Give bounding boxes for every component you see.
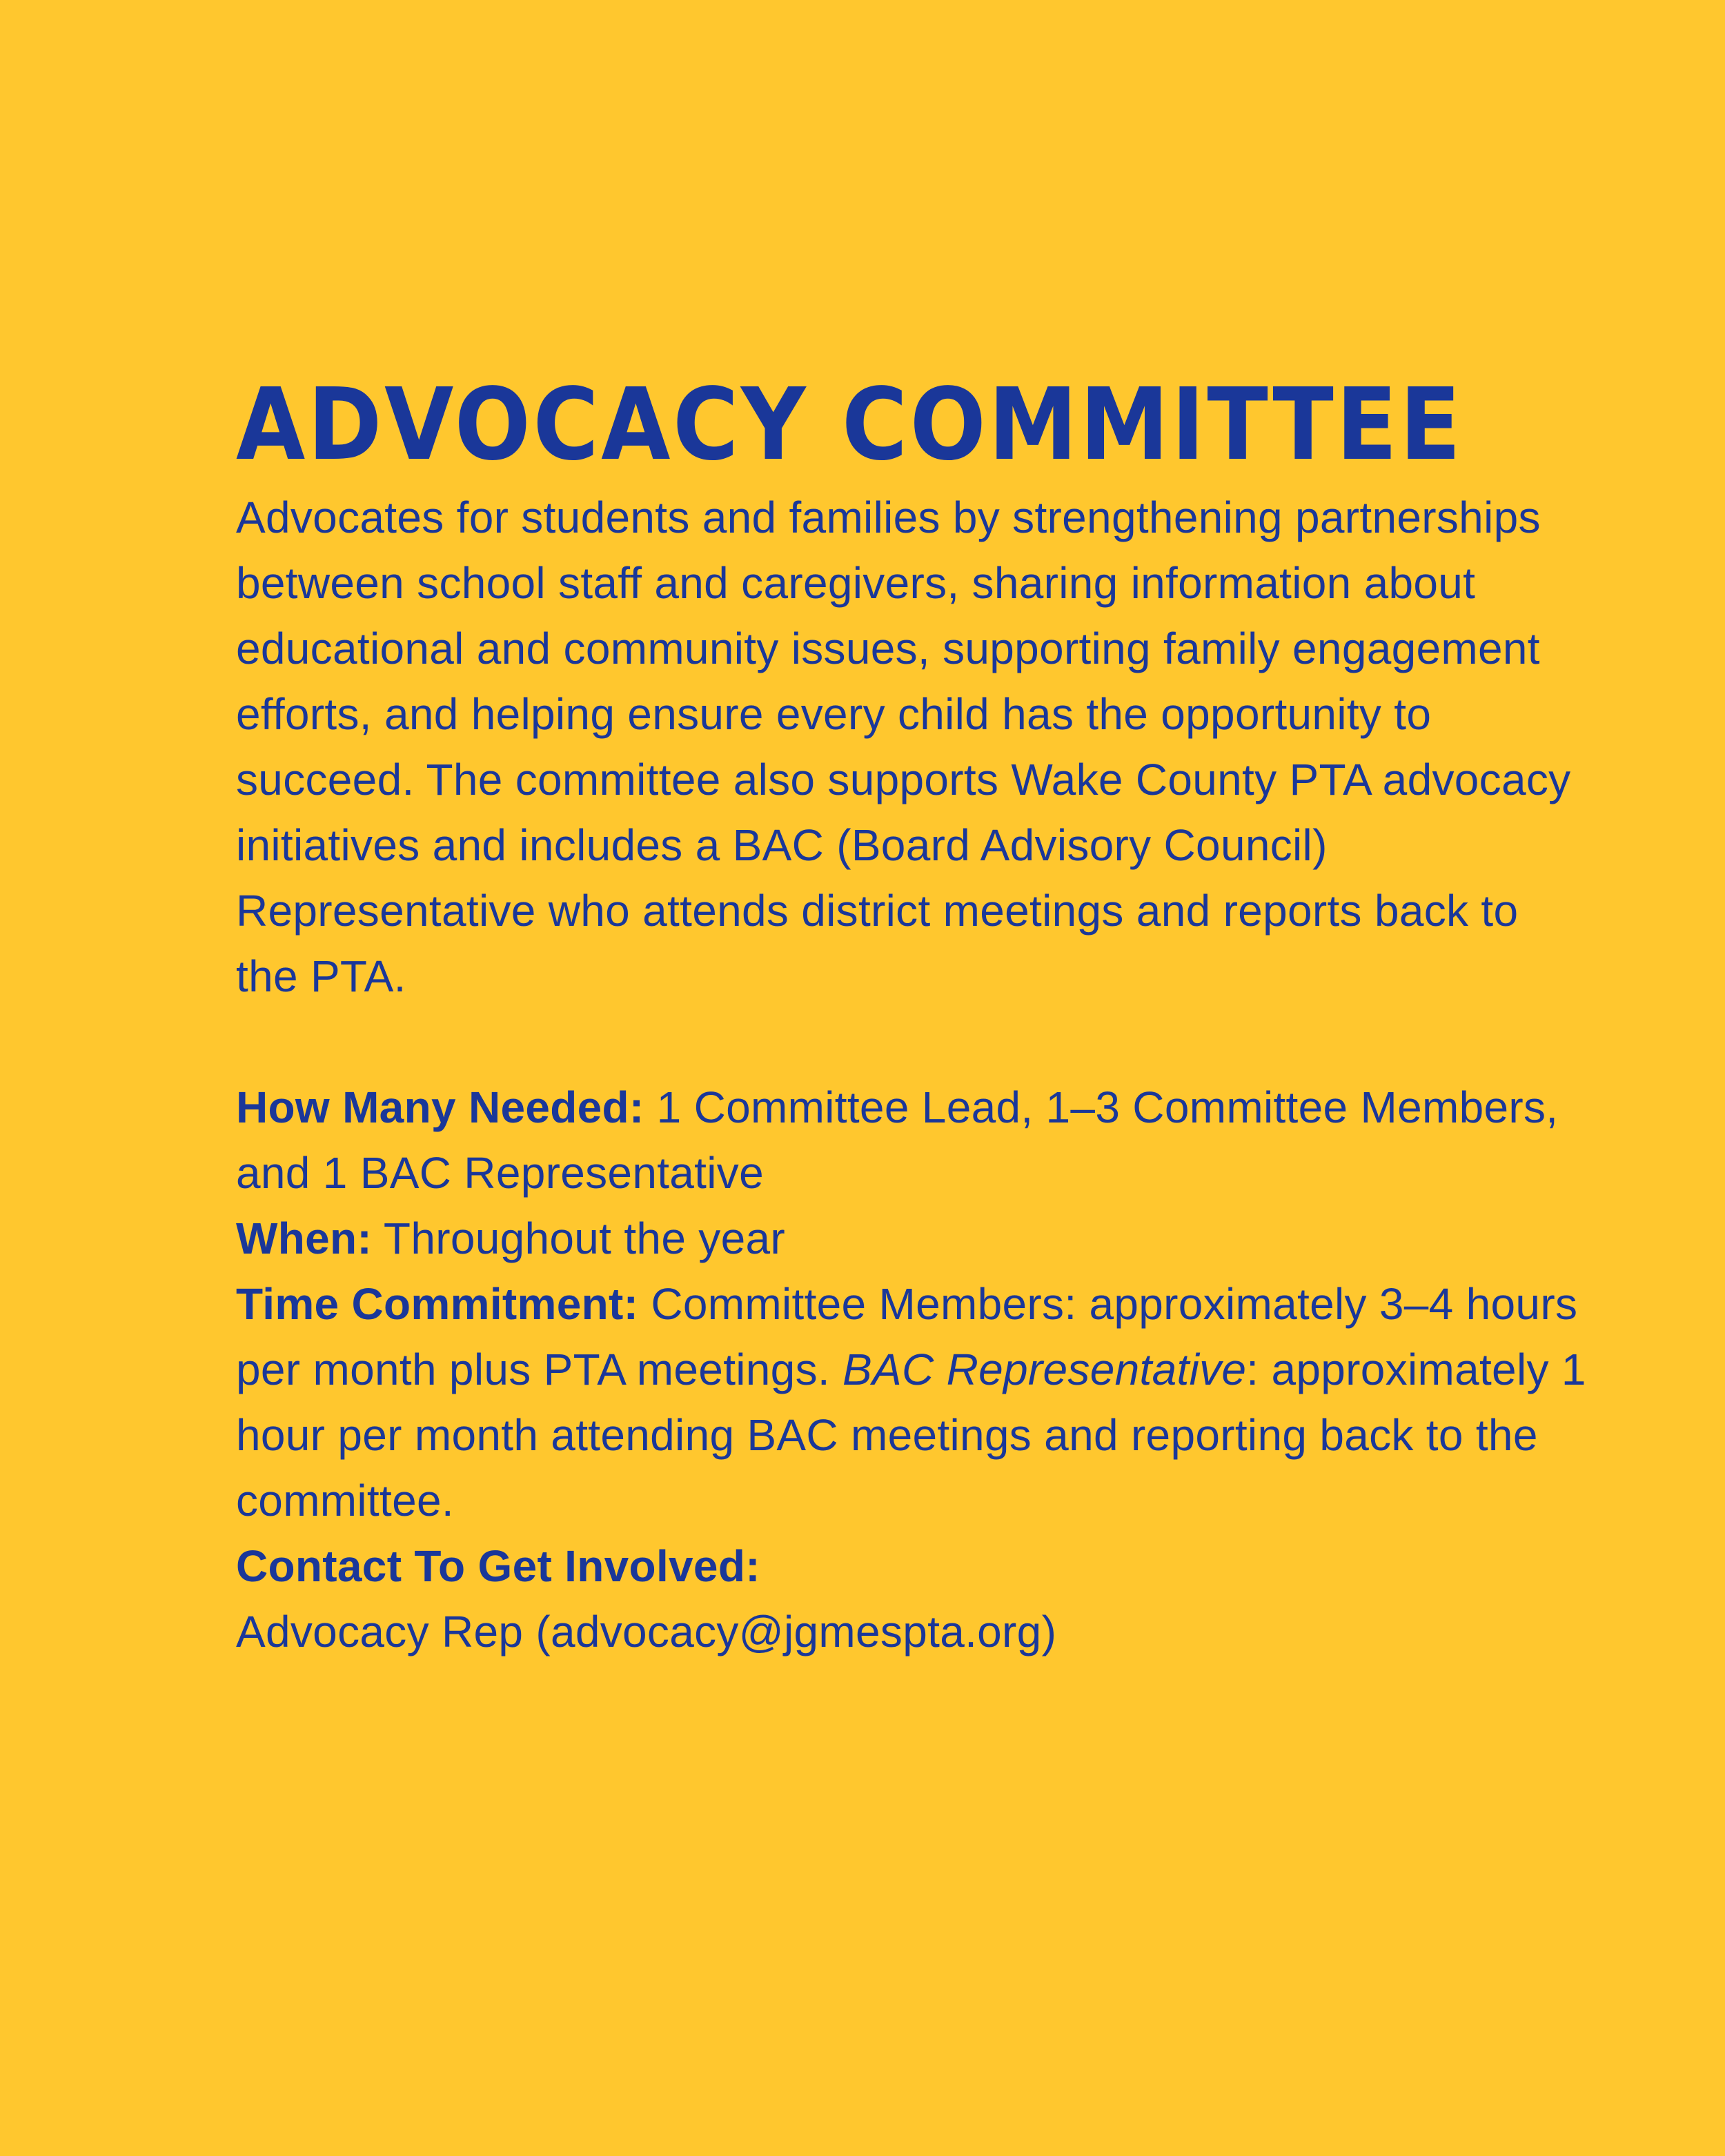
time-commitment-value: Committee Members: approximately 3–4 hours per month plus PTA meetings.: [236, 1279, 1578, 1394]
bac-representative-value: : approximately 1 hour per month attending BAC meetings and reporting back to the committee.: [236, 1345, 1586, 1525]
page-title: ADVOCACY COMMITTEE: [236, 366, 1463, 482]
time-commitment-label: Time Commitment:: [236, 1279, 639, 1329]
how-many-needed-line: [236, 1075, 1588, 1206]
contact-label: Contact To Get Involved:: [236, 1541, 760, 1591]
when-line: [236, 1206, 1588, 1272]
bac-representative-label: BAC Representative: [842, 1345, 1247, 1394]
contact-heading: [236, 1534, 1588, 1599]
committee-description: Advocates for students and families by strengthening partnerships between school staff and caregivers, sharing information about educational and community issues, supporting family engagement efforts, and helping ensure every child has the opportunity to succeed. The committee also supports Wake County PTA advocacy initiatives and includes a BAC (Board Advisory Council) Representative who attends district meetings and reports back to the PTA.: [236, 493, 1571, 1001]
how-many-needed-label: How Many Needed:: [236, 1082, 644, 1132]
committee-details: [236, 1075, 1588, 1665]
how-many-needed-value: 1 Committee Lead, 1–3 Committee Members, and 1 BAC Representative: [236, 1082, 1559, 1198]
flyer-content: [236, 366, 1588, 1665]
when-label: When:: [236, 1214, 372, 1263]
contact-name: Advocacy Rep (: [236, 1607, 551, 1656]
contact-email-link[interactable]: advocacy@jgmespta.org: [550, 1607, 1042, 1656]
contact-line: [236, 1599, 1588, 1665]
when-value: Throughout the year: [372, 1214, 785, 1263]
time-commitment-line: [236, 1272, 1588, 1534]
contact-close-paren: ): [1041, 1607, 1057, 1656]
